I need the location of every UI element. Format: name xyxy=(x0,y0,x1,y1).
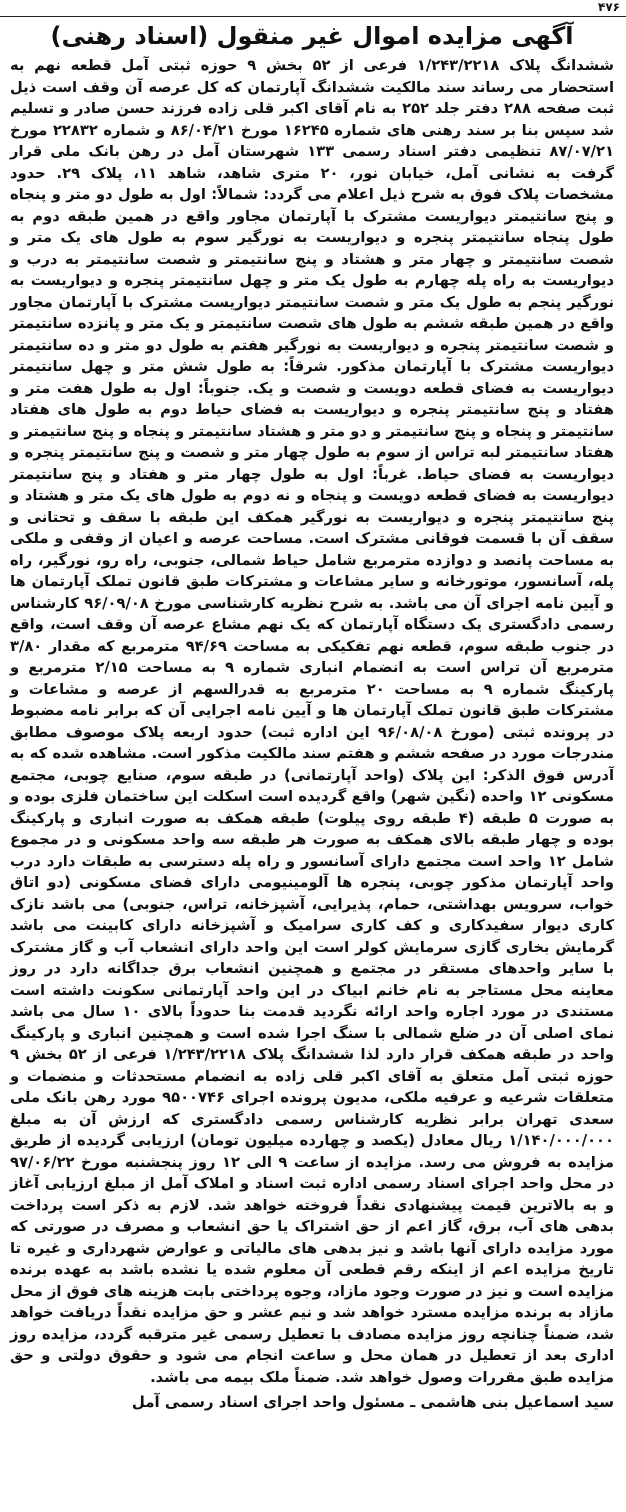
page-number: ۴۷۶ xyxy=(598,0,620,14)
header-rule xyxy=(0,0,626,17)
ad-title: آگهی مزایده اموال غیر منقول (اسناد رهنی) xyxy=(50,22,574,50)
bottom-edge xyxy=(0,1506,626,1512)
ad-body: ششدانگ پلاک ۱/۲۴۳/۲۲۱۸ فرعی از ۵۲ بخش ۹ حوزه ثبتی آمل قطعه نهم به استحضار می رساند سند مالکیت ششدانگ آپارتمان که کل عرصه آن وقف است ذیل ثبت صفحه ۲۸۸ دفتر جلد ۲۵۲ به نام آقای اکبر قلی زاده فرزند حسن صادر و تسلیم شد سپس بنا بر سند رهنی های شماره ۱۶۲۴۵ مورخ ۸۶/۰۴/۲۱ و شماره ۲۲۸۳۲ مورخ ۸۷/۰۷/۲۱ تنظیمی دفتر اسناد رسمی ۱۳۳ شهرستان آمل در رهن بانک ملی قرار گرفت به نشانی آمل، خیابان نور، ۲۰ متری شاهد، شاهد ۱۱، پلاک ۲۹. حدود مشخصات پلاک فوق به شرح ذیل اعلام می گردد: شمالاً: اول به طول دو متر و پنجاه و پنج سانتیمتر دیواریست مشترک با آپارتمان مجاور واقع در همین طبقه دوم به طول پنجاه سانتیمتر پنجره و دیواریست به نورگیر سوم به طول های یک متر و شصت سانتیمتر و چهار متر و هشتاد و پنج سانتیمتر و شصت سانتیمتر به درب و دیواریست به راه پله چهارم به طول یک متر و چهل سانتیمتر پنجره و دیواریست به نورگیر پنجم به طول یک متر و شصت سانتیمتر دیواریست مشترک با آپارتمان مجاور واقع در همین طبقه ششم به طول های شصت سانتیمتر و یک متر و پانزده سانتیمتر و شصت سانتیمتر پنجره و دیواریست به نورگیر هفتم به طول دو متر و ده سانتیمتر دیواریست مشترک با آپارتمان مذکور. شرقاً: به طول شش متر و چهل سانتیمتر دیواریست به فضای قطعه دویست و شصت و یک. جنوباً: اول به طول هفت متر و هفتاد و پنج سانتیمتر پنجره و دیواریست به فضای حیاط دوم به طول های هفتاد سانتیمتر و پنجاه و پنج سانتیمتر و دو متر و هشتاد سانتیمتر و پنجاه و پنج سانتیمتر و هفتاد سانتیمتر لبه تراس از سوم به طول چهار متر و شصت و پنج سانتیمتر پنجره و دیواریست به فضای حیاط. غرباً: اول به طول چهار متر و هفتاد و پنج سانتیمتر دیواریست به فضای قطعه دویست و پنجاه و نه دوم به طول های یک متر و هشتاد و پنج سانتیمتر پنجره و دیواریست به نورگیر همکف این طبقه با سقف و تحتانی و سقف آن با قسمت فوقانی مشترک است. مساحت عرصه و اعیان از وقفی و ملکی به مساحت پانصد و دوازده مترمربع شامل حیاط شمالی، جنوبی، راه رو، نورگیر، راه پله، آسانسور، موتورخانه و سایر مشاعات و مشترکات طبق قانون تملک آپارتمان ها و آیین نامه اجرای آن می باشد. به شرح نظریه کارشناسی مورخ ۹۶/۰۹/۰۸ کارشناس رسمی دادگستری یک دستگاه آپارتمان که یک نهم مشاع عرصه آن وقف است، واقع در جنوب طبقه سوم، قطعه نهم تفکیکی به مساحت ۹۴/۶۹ مترمربع که مقدار ۳/۸۰ مترمربع آن تراس است به انضمام انباری شماره ۹ به مساحت ۲/۱۵ مترمربع و پارکینگ شماره ۹ به مساحت ۲۰ مترمربع به قدرالسهم از عرصه و مشاعات و مشترکات طبق قانون تملک آپارتمان ها و آیین نامه اجرایی آن که برابر نامه مضبوط در پرونده ثبتی (مورخ ۹۶/۰۸/۰۸ این اداره ثبت) حدود اربعه پلاک موصوف مطابق مندرجات مورد در صفحه ششم و هفتم سند مالکیت مذکور است. مشاهده شده که به آدرس فوق الذکر: این پلاک (واحد آپارتمانی) در طبقه سوم، صنایع چوبی، مجتمع مسکونی ۱۲ واحده (نگین شهر) واقع گردیده است اسکلت این ساختمان فلزی بوده و به صورت ۵ طبقه (۴ طبقه روی پیلوت) طبقه همکف به صورت انباری و پارکینگ بوده و چهار طبقه بالای همکف به صورت هر طبقه سه واحد مسکونی و در مجموع شامل ۱۲ واحد است مجتمع دارای آسانسور و راه پله دسترسی به طبقات دارد درب واحد آپارتمان مذکور چوبی، پنجره ها آلومینیومی دارای فضای مسکونی (دو اتاق خواب، سرویس بهداشتی، حمام، پذیرایی، آشپزخانه، تراس، جنوبی) می باشد نازک کاری دیوار سفیدکاری و کف کاری سرامیک و آشپزخانه دارای کابینت می باشد گرمایش بخاری گازی سرمایش کولر است این واحد دارای انشعاب آب و گاز مشترک با سایر واحدهای مستقر در مجتمع و همچنین انشعاب برق جداگانه دارد در روز معاینه محل مستاجر به نام خانم ابیاک در این واحد آپارتمانی سکونت داشته است مستندی در مورد اجاره واحد ارائه نگردید قدمت بنا حدوداً بالای ۱۰ سال می باشد نمای اصلی آن در ضلع شمالی با سنگ اجرا شده است و همچنین انباری و پارکینگ واحد در طبقه همکف قرار دارد لذا ششدانگ پلاک ۱/۲۴۳/۲۲۱۸ فرعی از ۵۲ بخش ۹ حوزه ثبتی آمل متعلق به آقای اکبر قلی زاده به انضمام مستحدثات و منضمات و متعلقات شرعیه و عرفیه ملکی، مدیون پرونده اجرای ۹۵۰۰۷۴۶ مورد رهن بانک ملی سعدی تهران برابر نظریه کارشناس رسمی دادگستری که ارزش آن به مبلغ ۱/۱۴۰/۰۰۰/۰۰۰ ریال معادل (یکصد و چهارده میلیون تومان) ارزیابی گردیده از طریق مزایده به فروش می رسد. مزایده از ساعت ۹ الی ۱۲ روز پنجشنبه مورخ ۹۷/۰۶/۲۲ در محل واحد اجرای اسناد رسمی اداره ثبت اسناد و املاک آمل از مبلغ ارزیابی آغاز و به بالاترین قیمت پیشنهادی نقداً فروخته خواهد شد. لازم به ذکر است پرداخت بدهی های آب، برق، گاز اعم از حق اشتراک یا حق انشعاب و مصرف در صورتی که مورد مزایده دارای آنها باشد و نیز بدهی های مالیاتی و عوارض شهرداری و غیره تا تاریخ مزایده اعم از اینکه رقم قطعی آن معلوم شده یا نشده باشد به عهده برنده مزایده است و نیز در صورت وجود مازاد، وجوه پرداختی بابت هزینه های فوق از محل مازاد به برنده مزایده مسترد خواهد شد و نیم عشر و حق مزایده نقداً دریافت خواهد شد، ضمناً چنانچه روز مزایده مصادف با تعطیل رسمی غیر مترقبه گردد، مزایده روز اداری بعد از تعطیل در همان محل و ساعت انجام می شود و حقوق دولتی و حق مزایده طبق مقررات وصول خواهد شد. ضمناً ملک بیمه می باشد. xyxy=(10,57,615,1386)
signature: سید اسماعیل بنی هاشمی ـ مسئول واحد اجرای اسناد رسمی آمل xyxy=(131,1393,614,1411)
